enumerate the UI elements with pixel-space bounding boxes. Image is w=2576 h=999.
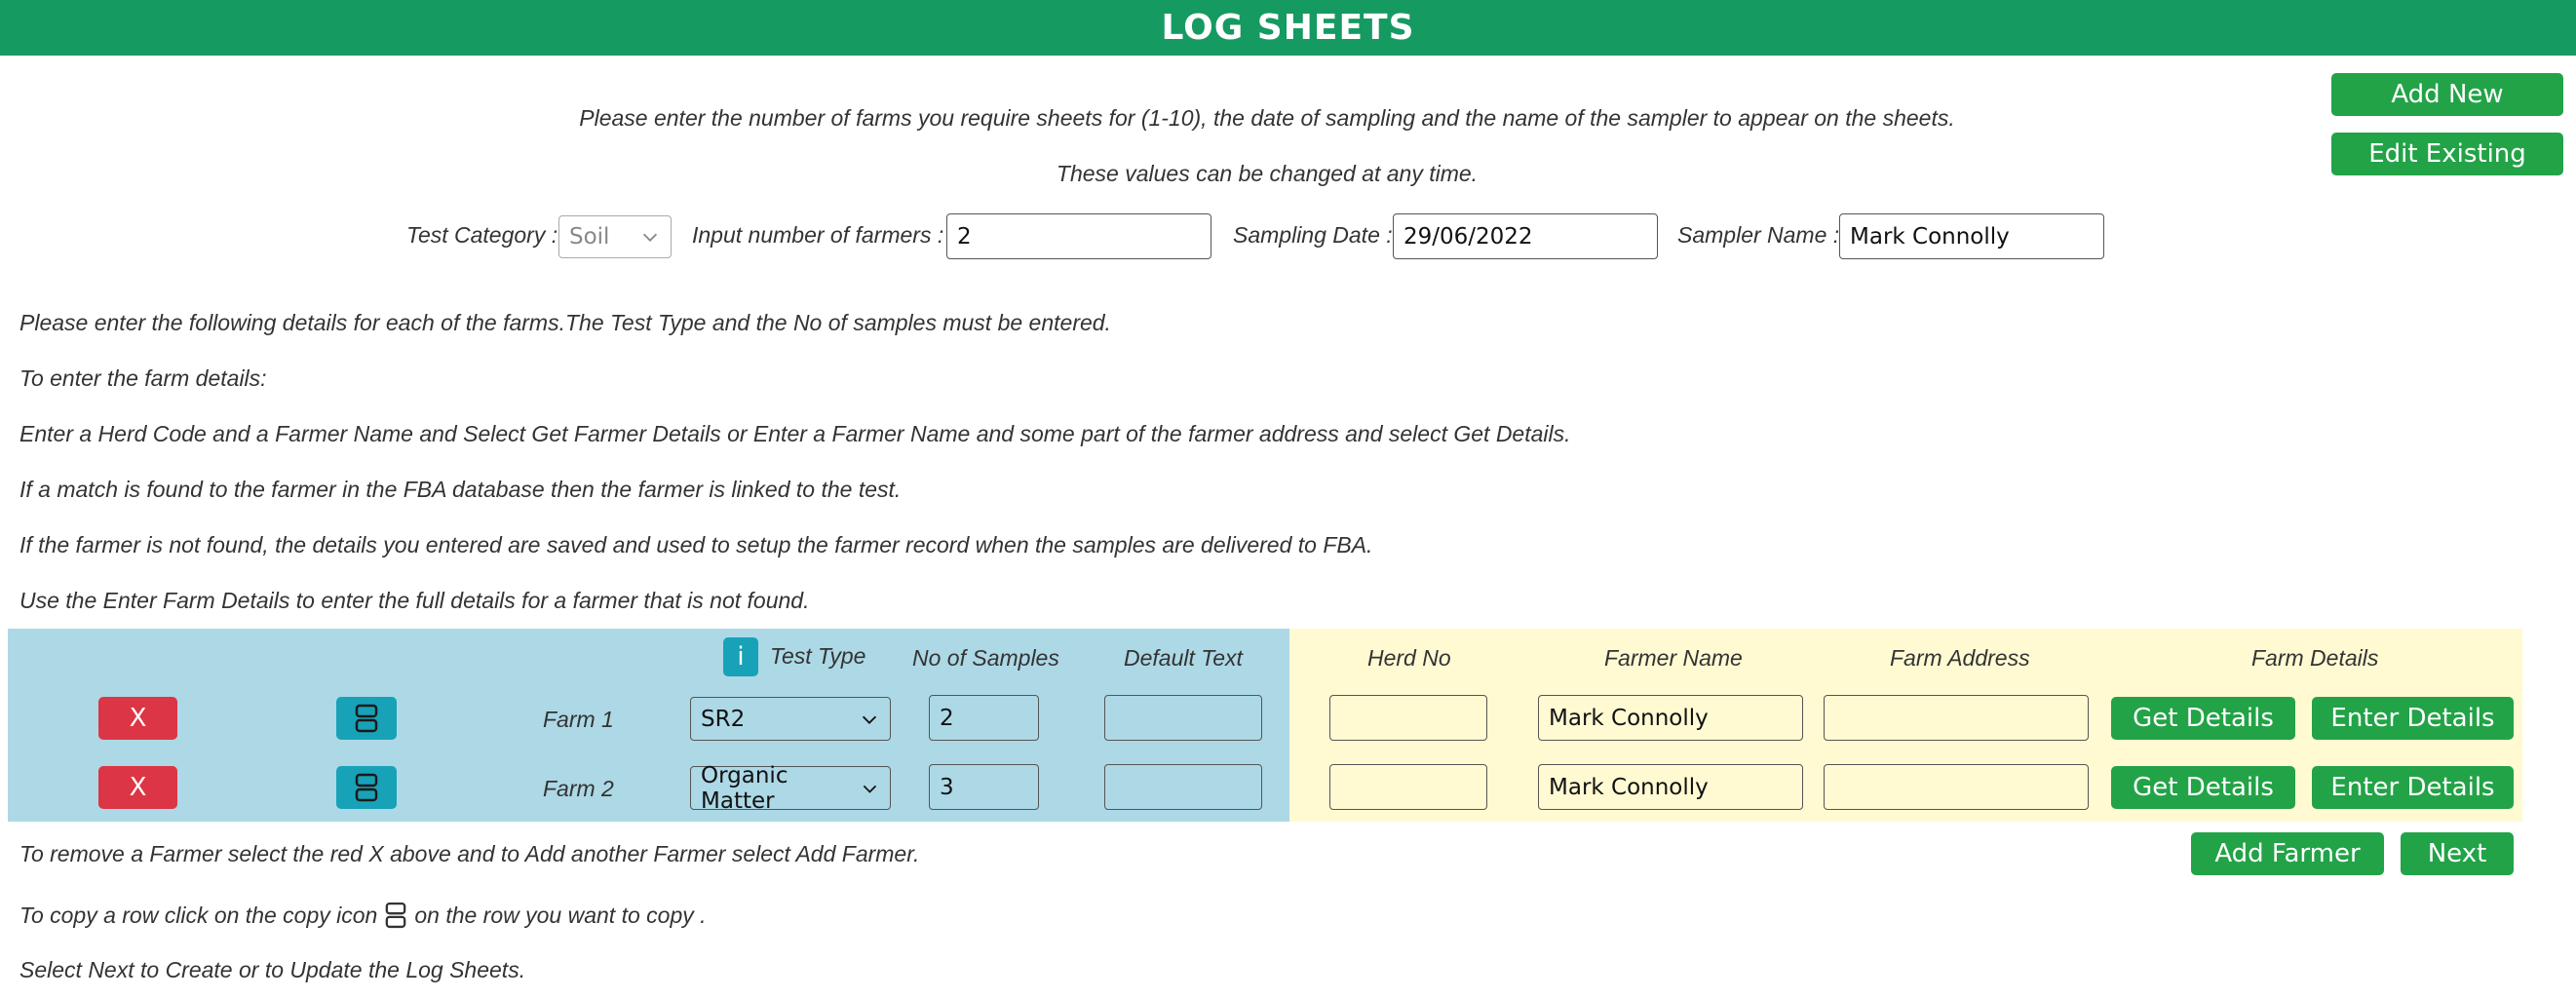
get-details-button[interactable]: Get Details: [2111, 766, 2295, 809]
test-category-label: Test Category :: [406, 222, 558, 248]
instruction-line: Please enter the following details for each of the farms.The Test Type and the No of samples must be entered.: [19, 310, 1111, 335]
enter-details-button[interactable]: Enter Details: [2312, 697, 2514, 740]
herd-no-input[interactable]: [1329, 764, 1487, 810]
instruction-line: Enter a Herd Code and a Farmer Name and Select Get Farmer Details or Enter a Farmer Name and some part of the farmer address and select Get Details.: [19, 421, 1571, 446]
copy-row-button[interactable]: [336, 766, 397, 809]
test-type-value: SR2: [701, 706, 746, 732]
intro-line-2: These values can be changed at any time.: [1056, 161, 1479, 186]
copy-row-note: [19, 902, 707, 929]
copy-icon: [385, 902, 406, 929]
copy-icon: [355, 704, 378, 733]
next-note: Select Next to Create or to Update the Log Sheets.: [19, 957, 526, 982]
test-category-value: Soil: [569, 224, 610, 250]
header-herd-no: Herd No: [1367, 645, 1451, 671]
default-text-input[interactable]: [1104, 695, 1262, 741]
farm-label: Farm 2: [543, 776, 614, 801]
copy-note-after: on the row you want to copy .: [414, 902, 707, 928]
instruction-line: To enter the farm details:: [19, 365, 267, 391]
no-samples-input[interactable]: 3: [929, 764, 1039, 810]
intro-line-1: Please enter the number of farms you require sheets for (1-10), the date of sampling and the name of the sampler to appear on the sheets.: [579, 105, 1955, 131]
farmer-name-input[interactable]: Mark Connolly: [1538, 764, 1803, 810]
sampler-name-input[interactable]: Mark Connolly: [1839, 213, 2104, 259]
info-button[interactable]: [723, 637, 758, 676]
num-farmers-label: Input number of farmers :: [692, 222, 944, 248]
sampling-date-label: Sampling Date :: [1233, 222, 1393, 248]
header-default-text: Default Text: [1124, 645, 1243, 671]
header-farm-details: Farm Details: [2251, 645, 2379, 671]
header-farmer-name: Farmer Name: [1604, 645, 1743, 671]
sampling-date-input[interactable]: 29/06/2022: [1393, 213, 1658, 259]
test-type-select[interactable]: [690, 762, 891, 814]
farm-address-input[interactable]: [1824, 764, 2089, 810]
next-button[interactable]: Next: [2401, 832, 2514, 875]
remove-farm-button[interactable]: X: [98, 766, 177, 809]
remove-farm-button[interactable]: X: [98, 697, 177, 740]
num-farmers-input[interactable]: 2: [946, 213, 1211, 259]
chevron-down-icon: [639, 226, 661, 248]
header-farm-address: Farm Address: [1890, 645, 2030, 671]
chevron-down-icon: [859, 709, 880, 730]
remove-farmer-note: To remove a Farmer select the red X above and to Add another Farmer select Add Farmer.: [19, 841, 920, 866]
enter-details-button[interactable]: Enter Details: [2312, 766, 2514, 809]
test-type-select[interactable]: [690, 697, 891, 741]
test-category-select[interactable]: [558, 215, 672, 258]
test-type-value: Organic Matter: [701, 762, 788, 814]
instruction-line: If a match is found to the farmer in the FBA database then the farmer is linked to the test.: [19, 477, 902, 502]
copy-icon: [355, 773, 378, 802]
header-test-type: Test Type: [770, 643, 866, 669]
page-header: [0, 0, 2576, 56]
default-text-input[interactable]: [1104, 764, 1262, 810]
get-details-button[interactable]: Get Details: [2111, 697, 2295, 740]
chevron-down-icon: [860, 778, 880, 799]
add-farmer-button[interactable]: Add Farmer: [2191, 832, 2384, 875]
instruction-line: Use the Enter Farm Details to enter the full details for a farmer that is not found.: [19, 588, 810, 613]
info-icon: i: [737, 642, 745, 672]
header-no-samples: No of Samples: [912, 645, 1059, 671]
edit-existing-button[interactable]: Edit Existing: [2331, 133, 2563, 175]
copy-note-before: To copy a row click on the copy icon: [19, 902, 378, 928]
page-title: LOG SHEETS: [1161, 8, 1415, 48]
no-samples-input[interactable]: 2: [929, 695, 1039, 741]
herd-no-input[interactable]: [1329, 695, 1487, 741]
farm-address-input[interactable]: [1824, 695, 2089, 741]
sampler-name-label: Sampler Name :: [1677, 222, 1840, 248]
farmer-name-input[interactable]: Mark Connolly: [1538, 695, 1803, 741]
sample-details-panel: [8, 629, 1289, 822]
add-new-button[interactable]: Add New: [2331, 73, 2563, 116]
instruction-line: If the farmer is not found, the details you entered are saved and used to setup the farmer record when the samples are delivered to FBA.: [19, 532, 1373, 557]
copy-row-button[interactable]: [336, 697, 397, 740]
farm-label: Farm 1: [543, 707, 614, 732]
